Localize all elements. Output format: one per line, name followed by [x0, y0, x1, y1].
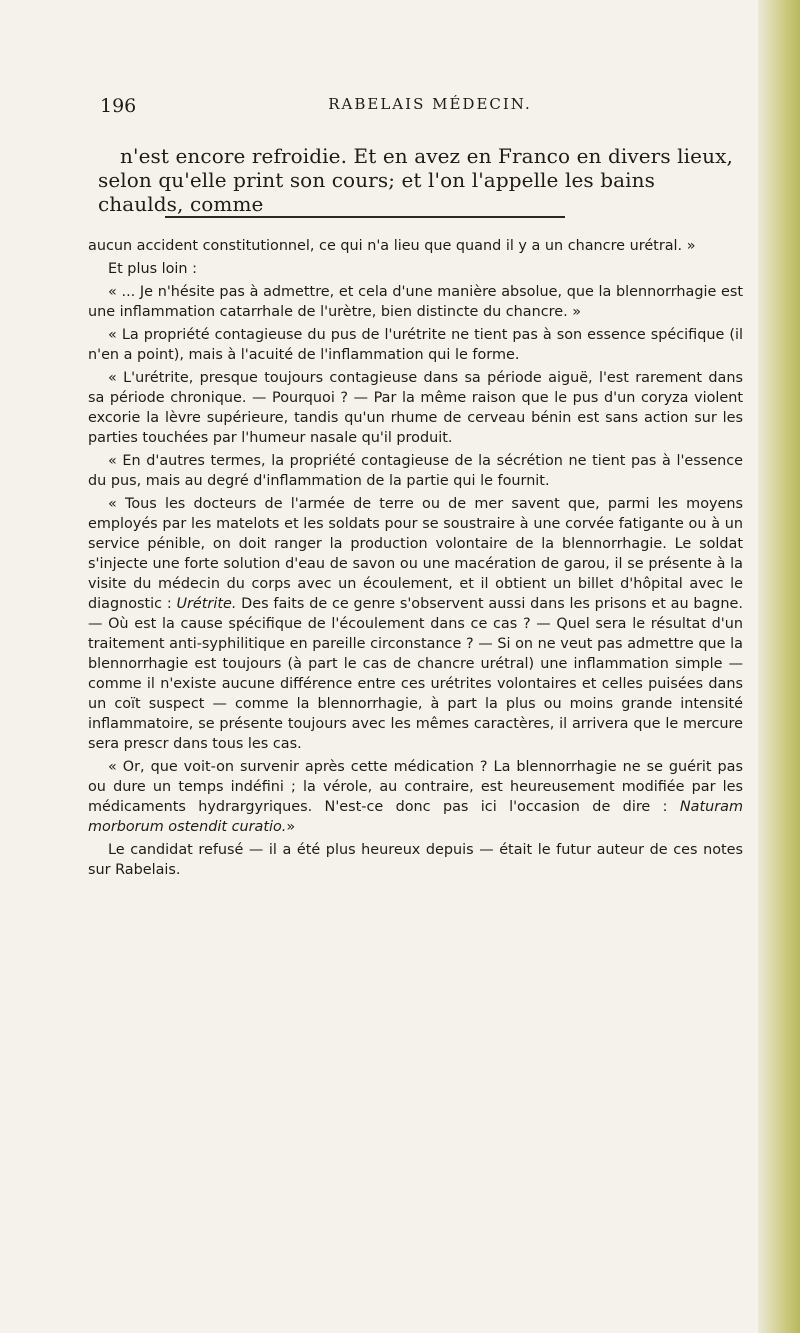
footnote-paragraph: « ... Je n'hésite pas à admettre, et cela d'une manière absolue, que la blennorrhagie est une inflammation catarrhale de l'urètre, bien distincte du chancre. » — [88, 284, 743, 320]
footnote-text: « Or, que voit-on survenir après cette médication ? La blennorrhagie ne se guérit pas ou dure un temps indéfini ; la vérole, au contraire, est heureusement modifiée par les médicaments hydrargyriques. N'est-ce donc pas ici l'occasion de dire : — [88, 759, 743, 815]
footnote-separator — [165, 216, 565, 218]
footnote-text: « Tous les docteurs de l'armée de terre ou de mer savent que, parmi les moyens employés par les matelots et les soldats pour se soustraire à une corvée fatigante ou à un service pénible, on doit ranger la production volontaire de la blennorrhagie. Le soldat s'injecte une forte solution d'eau de savon ou une macération de garou, il se présente à la visite du médecin du corps avec un écoulement, et il obtient un billet d'hôpital avec le diagnostic : — [88, 496, 743, 612]
page-header — [100, 95, 740, 125]
main-paragraph: n'est encore refroidie. Et en avez en Franco en divers lieux, selon qu'elle print son cours; et l'on l'appelle les bains chaulds, comme — [98, 144, 733, 216]
page-edge-shadow — [758, 0, 800, 1333]
footnote-paragraph: « La propriété contagieuse du pus de l'urétrite ne tient pas à son essence spécifique (il n'en a point), mais à l'acuité de l'inflammation qui le forme. — [88, 327, 743, 363]
footnote-italic-quote: Naturam morborum ostendit curatio. — [88, 799, 743, 835]
footnote-paragraph: « L'urétrite, presque toujours contagieuse dans sa période aiguë, l'est rarement dans sa période chronique. — Pourquoi ? — Par la même raison que le pus d'un coryza violent excorie la lèvre supérieure, tandis qu'un rhume de cerveau bénin est sans action sur les parties touchées par l'humeur nasale qu'il produit. — [88, 370, 743, 446]
footnote-paragraph: aucun accident constitutionnel, ce qui n'a lieu que quand il y a un chancre urétral. » — [88, 238, 696, 254]
footnote-paragraph: Le candidat refusé — il a été plus heureux depuis — était le futur auteur de ces notes sur Rabelais. — [88, 842, 743, 878]
footnote-paragraph — [88, 757, 743, 837]
footnote-paragraph: « En d'autres termes, la propriété contagieuse de la sécrétion ne tient pas à l'essence du pus, mais au degré d'inflammation de la partie qui le fournit. — [88, 453, 743, 489]
page-number: 196 — [100, 95, 137, 117]
running-title: RABELAIS MÉDECIN. — [328, 95, 532, 113]
footnote-text: Des faits de ce genre s'observent aussi dans les prisons et au bagne. — Où est la cause spécifique de l'écoulement dans ce cas ? — Quel sera le résultat d'un traitement anti-syphilitique en pareille circonstance ? — Si on ne veut pas admettre que la blennorrhagie est toujours (à part le cas de chancre urétral) une inflammation simple — comme il n'existe aucune différence entre ces urétrites volontaires et celles puisées dans un coït suspect — comme la blennorrhagie, à part la plus ou moins grande intensité inflammatoire, se présente toujours avec les mêmes caractères, il arrivera que le mercure sera prescr dans tous les cas. — [88, 596, 743, 752]
footnote-block — [88, 236, 743, 883]
footnote-italic-diagnosis: Urétrite. — [176, 596, 237, 612]
footnote-text: » — [286, 819, 296, 835]
footnote-paragraph: Et plus loin : — [108, 261, 197, 277]
main-text — [98, 144, 738, 216]
footnote-paragraph — [88, 494, 743, 754]
